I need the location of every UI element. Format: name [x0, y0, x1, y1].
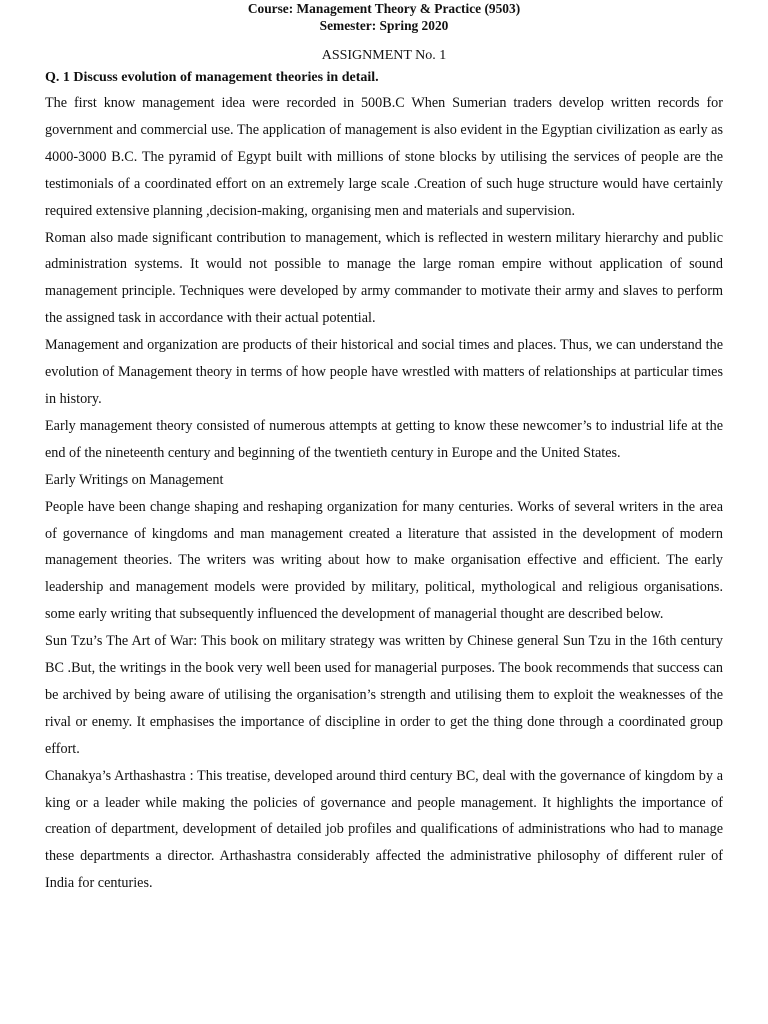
semester-title: Semester: Spring 2020 [319, 18, 449, 33]
assignment-title: ASSIGNMENT No. 1 [321, 48, 447, 63]
question-heading: Q. 1 Discuss evolution of management theories in detail. [45, 70, 379, 85]
paragraph: The first know management idea were recorded in 500B.C When Sumerian traders develop written records for government and commercial use. The application of management is also evident in the Egyptian civilization as early as 4000-3000 B.C. The pyramid of Egypt built with millions of stone blocks by utilising the services of people are the testimonials of a coordinated effort on an extremely large scale .Creation of such huge structure would have certainly required extensive planning ,decision-making, organising men and materials and supervision. [45, 95, 723, 219]
document-header [45, 0, 723, 34]
course-title: Course: Management Theory & Practice (9503) [247, 1, 521, 16]
document-body [45, 90, 723, 897]
section-heading: Early Writings on Management [45, 471, 224, 488]
paragraph: Sun Tzu’s The Art of War: This book on military strategy was written by Chinese general Sun Tzu in the 16th century BC .But, the writings in the book very well been used for managerial purposes. The book recommends that success can be archived by being aware of utilising the organisation’s strength and utilising them to exploit the weaknesses of the rival or enemy. It emphasises the importance of discipline in order to get the thing done through a coordinated group effort. [45, 633, 723, 757]
paragraph: People have been change shaping and reshaping organization for many centuries. Works of several writers in the area of governance of kingdoms and man management created a literature that assisted in the development of modern management theories. The writers was writing about how to make organisation effective and efficient. The early leadership and management models were provided by military, political, mythological and religious organisations. some early writing that subsequently influenced the development of managerial thought are described below. [45, 498, 723, 623]
paragraph: Chanakya’s Arthashastra : This treatise, developed around third century BC, deal with the governance of kingdom by a king or a leader while making the policies of governance and people management. It highlights the importance of creation of department, development of detailed job profiles and qualifications of administrations who had to manage these departments a director. Arthashastra considerably affected the administrative philosophy of different ruler of India for centuries. [45, 767, 723, 892]
paragraph: Roman also made significant contribution to management, which is reflected in western military hierarchy and public administration systems. It would not possible to manage the large roman empire without application of sound management principle. Techniques were developed by army commander to motivate their army and slaves to perform the assigned task in accordance with their actual potential. [45, 229, 723, 327]
paragraph: Management and organization are products of their historical and social times and places. Thus, we can understand the evolution of Management theory in terms of how people have wrestled with matters of relationships at particular times in history. [45, 337, 723, 407]
paragraph: Early management theory consisted of numerous attempts at getting to know these newcomer’s to industrial life at the end of the nineteenth century and beginning of the twentieth century in Europe and the United States. [45, 417, 723, 461]
